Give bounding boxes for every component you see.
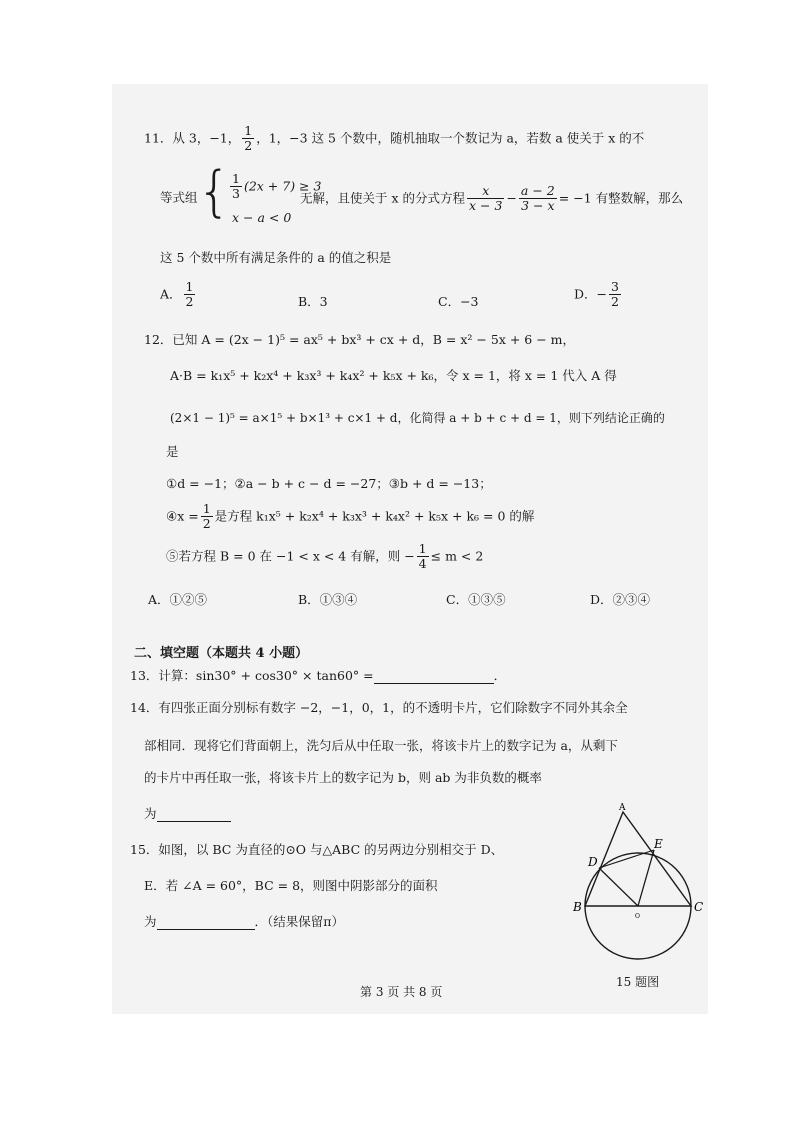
- q13: 13．计算：sin30° + cos30° × tan60° = ．: [130, 668, 507, 683]
- q14-line3: 的卡片中再任取一张，将该卡片上的数字记为 b，则 ab 为非负数的概率: [144, 770, 542, 785]
- q11-line3: 这 5 个数中所有满足条件的 a 的值之积是: [160, 250, 392, 265]
- q12-line4: 是: [166, 444, 179, 459]
- q15-figure: [568, 800, 708, 990]
- q12-statement-4: ④x = $\frac{1}{2}$ 是方程 k₁x⁵ + k₂x⁴ + k₃x³ + k₄x² + k₅x + k₆ = 0 的解: [166, 501, 535, 532]
- q12-option-a: A．①②⑤: [148, 592, 208, 607]
- q12-option-c: C．①③⑤: [446, 592, 506, 607]
- label-b: B: [573, 900, 582, 914]
- figure-caption: 15 题图: [616, 975, 660, 989]
- segment-od: [599, 868, 638, 906]
- label-o: O: [635, 913, 640, 920]
- q13-answer-blank[interactable]: [374, 670, 494, 684]
- q11-option-b: B．3: [298, 294, 328, 309]
- label-a: A: [619, 803, 626, 813]
- q14-line2: 部相同．现将它们背面朝上，洗匀后从中任取一张，将该卡片上的数字记为 a，从剩下: [144, 738, 618, 753]
- q15-line3: 为 ．（结果保留π）: [144, 914, 344, 929]
- q14-answer-blank[interactable]: [157, 808, 231, 822]
- label-d: D: [588, 855, 598, 869]
- q14-line4: 为: [144, 808, 231, 822]
- q12-line2: A·B = k₁x⁵ + k₂x⁴ + k₃x³ + k₄x² + k₅x + k₆，令 x = 1，将 x = 1 代入 A 得: [170, 368, 617, 383]
- q15-answer-blank[interactable]: [157, 916, 255, 930]
- q12-statement-1-3: ①d = −1；②a − b + c − d = −27；③b + d = −13；: [166, 476, 492, 491]
- q15-line1: 15．如图，以 BC 为直径的⊙O 与△ABC 的另两边分别相交于 D、: [130, 842, 504, 857]
- segment-oe: [638, 850, 654, 906]
- q11-system-brace: {: [197, 160, 232, 223]
- triangle-abc: [585, 812, 691, 906]
- q11-option-c: C．−3: [438, 294, 479, 309]
- q12-statement-5: ⑤若方程 B = 0 在 −1 < x < 4 有解，则 − $\frac{1}{4}$ ≤ m < 2: [166, 541, 484, 572]
- q12-line3: (2×1 − 1)⁵ = a×1⁵ + b×1³ + c×1 + d，化简得 a + b + c + d = 1，则下列结论正确的: [170, 411, 665, 425]
- q11-line2-rest: 无解，且使关于 x 的分式方程 $\frac{x}{x - 3}$ − $\frac{a - 2}{3 - x}$ = −1 有整数解，那么: [300, 183, 684, 214]
- section-title: 二、填空题（本题共 4 小题）: [134, 646, 309, 661]
- q11-line1: 11．从 3，−1， $\frac{1}{2}$ ，1，−3 这 5 个数中，随机抽取一个数记为 a，若数 a 使关于 x 的不: [144, 123, 645, 154]
- label-e: E: [654, 837, 663, 851]
- q14-line1: 14．有四张正面分别标有数字 −2，−1，0，1，的不透明卡片，它们除数字不同外其余全: [130, 700, 628, 715]
- q11-option-a: A． $\frac{1}{2}$: [160, 279, 194, 310]
- q12-option-b: B．①③④: [298, 592, 358, 607]
- q15-line2: E．若 ∠A = 60°，BC = 8，则图中阴影部分的面积: [144, 878, 438, 893]
- q11-inequality-2: x − a < 0: [232, 210, 292, 225]
- q11-option-d: D．− $\frac{3}{2}$: [574, 279, 619, 310]
- q11-fraction-half: $\frac{1}{2}$: [244, 123, 253, 154]
- q11-inequality-1: $\frac{1}{3}$ (2x + 7) ≥ 3: [232, 171, 322, 202]
- q12-line1: 12．已知 A = (2x − 1)⁵ = ax⁵ + bx³ + cx + d，B = x² − 5x + 6 − m，: [144, 332, 576, 347]
- page-number: 第 3 页 共 8 页: [360, 985, 443, 999]
- q12-option-d: D．②③④: [590, 592, 651, 607]
- label-c: C: [694, 900, 704, 914]
- q11-line2-prefix: 等式组: [160, 190, 198, 205]
